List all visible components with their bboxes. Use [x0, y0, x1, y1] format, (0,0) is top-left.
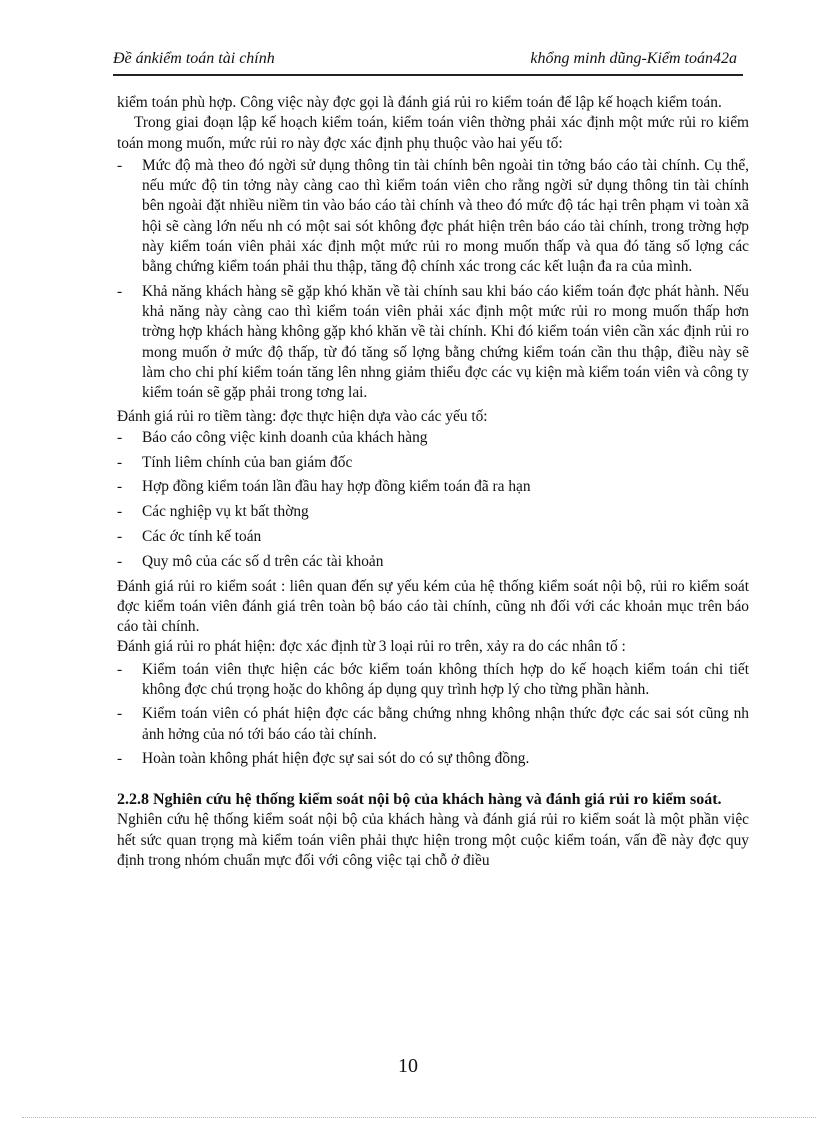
list-item-text: Hoàn toàn không phát hiện đợc sự sai sót do có sự thông đồng.	[142, 749, 530, 767]
page-number: 10	[398, 1055, 418, 1077]
detection-factor-list	[117, 660, 749, 769]
section-heading	[117, 790, 749, 810]
dash-bullet: -	[117, 503, 123, 521]
list-item-text: Khả năng khách hàng sẽ gặp khó khăn về tài chính sau khi báo cáo kiểm toán đợc phát hành. Nếu khả năng này càng cao thì kiểm toán viên phải xác định một mức rủi ro mong muốn thấp hơn trờng hợp khách hàng không gặp khó khăn về tài chính. Khi đó kiểm toán viên cần xác định rủi ro mong muốn ở mức độ thấp, từ đó tăng số lợng bằng chứng kiểm toán cần thu thập, điều này sẽ làm cho chi phí kiểm toán tăng lên nhng giảm thiểu đợc các vụ kiện mà kiểm toán viên và công ty kiểm toán sẽ gặp phải trong tơng lai.	[142, 282, 749, 402]
list-item	[117, 527, 749, 547]
inherent-factor-list	[117, 428, 749, 572]
factor-list	[117, 156, 749, 404]
dash-bullet: -	[117, 705, 123, 723]
header-left-title: Đề ánkiểm toán tài chính	[113, 50, 275, 67]
list-item-text: Tính liêm chính của ban giám đốc	[142, 453, 353, 471]
dash-bullet: -	[117, 749, 123, 767]
paragraph-control-risk: Đánh giá rủi ro kiểm soát : liên quan đến sự yếu kém của hệ thống kiểm soát nội bộ, rủi ro kiểm soát đợc kiểm toán viên đánh giá trên toàn bộ báo cáo tài chính, cũng nh đối với các khoản mục trên báo cáo tài chính.	[117, 577, 749, 636]
list-item	[117, 552, 749, 572]
dash-bullet: -	[117, 156, 123, 174]
dash-bullet: -	[117, 527, 123, 545]
list-item-text: Mức độ mà theo đó ngời sử dụng thông tin tài chính bên ngoài tin tởng báo cáo tài chính. Cụ thể, nếu mức độ tin tởng này càng cao thì kiểm toán viên cho rằng ngời sử dụng thông tin tài chính bên ngoài đặt nhiều niềm tin vào báo cáo tài chính và theo đó mức độ tác hại trên phạm vi toàn xã hội sẽ càng lớn nếu nh có một sai sót không đợc phát hiện trên báo cáo tài chính, trong trờng hợp này kiểm toán viên phải xác định một mức rủi ro mong muốn thấp và qua đó tăng số lợng các bằng chứng kiểm toán phải thu thập, tăng độ chính xác trong các kết luận đa ra của mình.	[142, 156, 749, 276]
page-header	[113, 48, 743, 76]
header-right-author: khổng minh dũng-Kiểm toán42a	[530, 50, 737, 67]
list-item	[117, 749, 749, 769]
list-item	[117, 428, 749, 448]
dash-bullet: -	[117, 428, 123, 446]
list-item	[117, 502, 749, 522]
list-item-text: Kiểm toán viên có phát hiện đợc các bằng chứng nhng không nhận thức đợc các sai sót cũng nh ảnh hởng của nó tới báo cáo tài chính.	[142, 705, 749, 743]
list-item-text: Kiểm toán viên thực hiện các bớc kiểm toán không thích hợp do kế hoạch kiểm toán chi tiết không đợc chú trọng hoặc do không áp dụng quy trình hợp lý cho từng phần hành.	[142, 660, 749, 699]
list-item-text: Hợp đồng kiểm toán lần đầu hay hợp đồng kiểm toán đã ra hạn	[142, 478, 531, 496]
dash-bullet: -	[117, 282, 123, 300]
dash-bullet: -	[117, 552, 123, 570]
dash-bullet: -	[117, 478, 123, 496]
paragraph-detection-risk: Đánh giá rủi ro phát hiện: đợc xác định từ 3 loại rủi ro trên, xảy ra do các nhân tố :	[117, 638, 626, 656]
paragraph-intro: kiểm toán phù hợp. Công việc này đợc gọi là đánh giá rủi ro kiểm toán để lập kế hoạch kiểm toán.	[117, 94, 722, 111]
paragraph-risk-levels: Trong giai đoạn lập kế hoạch kiểm toán, kiểm toán viên thờng phải xác định một mức rủi ro kiểm toán mong muốn, mức rủi ro này đợc xác định phụ thuộc vào hai yếu tố:	[117, 114, 749, 152]
list-item	[117, 704, 749, 745]
list-item-text: Các nghiệp vụ kt bất thờng	[142, 503, 309, 521]
list-item-text: Báo cáo công việc kinh doanh của khách hàng	[142, 428, 428, 446]
list-item	[117, 156, 749, 278]
paragraph-section-body: Nghiên cứu hệ thống kiểm soát nội bộ của khách hàng và đánh giá rủi ro kiểm soát là một phần việc hết sức quan trọng mà kiểm toán viên phải thực hiện trong một cuộc kiểm toán, vấn đề này đợc quy định trong nhóm chuẩn mực đối với công việc tại chỗ ở điều	[117, 811, 749, 869]
dash-bullet: -	[117, 660, 123, 678]
section-title: Nghiên cứu hệ thống kiểm soát nội bộ của khách hàng và đánh giá rủi ro kiểm soát.	[153, 791, 722, 809]
paragraph-inherent-risk: Đánh giá rủi ro tiềm tàng: đợc thực hiện dựa vào các yếu tố:	[117, 408, 488, 426]
list-item	[117, 477, 749, 497]
list-item-text: Các ớc tính kế toán	[142, 527, 262, 545]
list-item-text: Quy mô của các số d trên các tài khoản	[142, 552, 384, 570]
page-body	[117, 93, 749, 871]
list-item	[117, 282, 749, 404]
dash-bullet: -	[117, 453, 123, 471]
list-item	[117, 660, 749, 701]
section-number: 2.2.8	[117, 791, 149, 809]
page-bottom-divider	[22, 1117, 816, 1118]
list-item	[117, 453, 749, 473]
